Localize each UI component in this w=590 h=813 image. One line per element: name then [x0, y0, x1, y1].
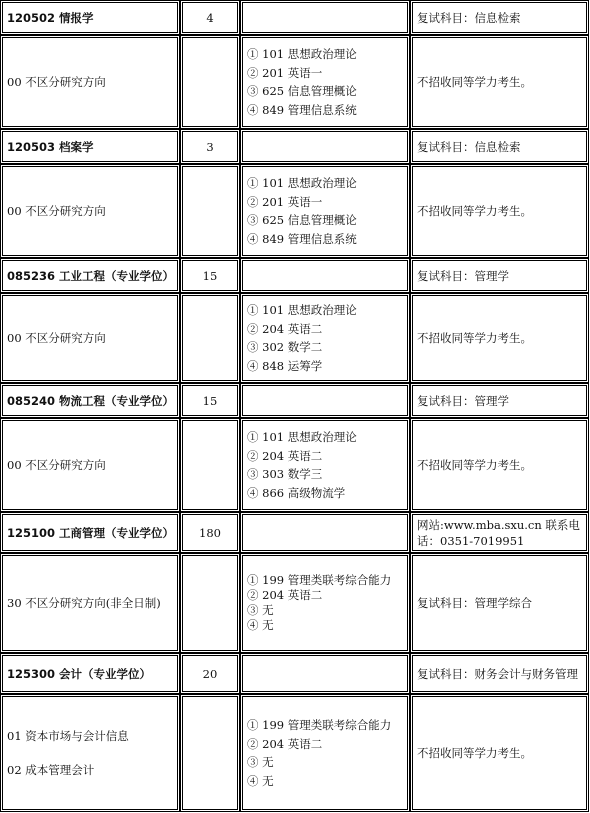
- exam-subjects: [240, 694, 410, 812]
- research-direction: [0, 164, 180, 258]
- exam-subject: ③ 303 数学三: [247, 467, 323, 481]
- enrollment-quota: 180: [180, 512, 240, 553]
- major-note: 复试科目：管理学: [410, 383, 589, 418]
- exam-subject: ③ 无: [247, 603, 274, 617]
- exam-subject: ④ 848 运筹学: [247, 358, 323, 373]
- exam-subject: ① 199 管理类联考综合能力: [247, 718, 392, 732]
- empty-cell: [180, 35, 240, 129]
- direction-remark: 不招收同等学力考生。: [410, 694, 589, 812]
- major-name: 085240 物流工程（专业学位）: [0, 383, 180, 418]
- exam-subject: ③ 625 信息管理概论: [247, 84, 357, 98]
- direction-label: 00 不区分研究方向: [7, 331, 106, 345]
- major-row: [0, 129, 589, 164]
- exam-subject: ② 201 英语一: [247, 194, 323, 209]
- major-row: [0, 383, 589, 418]
- enrollment-quota: 15: [180, 258, 240, 293]
- exam-subject: ① 101 思想政治理论: [247, 47, 357, 61]
- exam-subject: ③ 无: [247, 755, 274, 769]
- direction-label: 00 不区分研究方向: [7, 204, 106, 218]
- major-note: 复试科目：信息检索: [410, 0, 589, 35]
- exam-subjects: [240, 293, 410, 383]
- research-direction: [0, 553, 180, 653]
- exam-subjects: [240, 553, 410, 653]
- direction-remark: 不招收同等学力考生。: [410, 418, 589, 512]
- empty-cell: [180, 694, 240, 812]
- empty-cell: [240, 512, 410, 553]
- exam-subject: ② 204 英语二: [247, 588, 323, 602]
- empty-cell: [180, 293, 240, 383]
- exam-subject: ② 204 英语二: [247, 321, 323, 336]
- exam-subjects: [240, 35, 410, 129]
- direction-label: 30 不区分研究方向(非全日制): [7, 596, 161, 610]
- major-row: [0, 653, 589, 694]
- major-note: 网站:www.mba.sxu.cn 联系电话：0351-7019951: [410, 512, 589, 553]
- direction-row: [0, 35, 589, 129]
- major-note: 复试科目：管理学: [410, 258, 589, 293]
- direction-label: 01 资本市场与会计信息: [7, 729, 129, 743]
- empty-cell: [240, 653, 410, 694]
- research-direction: [0, 694, 180, 812]
- research-direction: [0, 293, 180, 383]
- direction-label: 00 不区分研究方向: [7, 458, 106, 472]
- exam-subject: ③ 625 信息管理概论: [247, 213, 357, 227]
- direction-row: [0, 694, 589, 812]
- direction-row: [0, 164, 589, 258]
- empty-cell: [180, 418, 240, 512]
- enrollment-quota: 15: [180, 383, 240, 418]
- major-name: 125300 会计（专业学位）: [0, 653, 180, 694]
- exam-subject: ② 201 英语一: [247, 65, 323, 80]
- major-name: 125100 工商管理（专业学位）: [0, 512, 180, 553]
- exam-subjects: [240, 164, 410, 258]
- major-name: 120502 情报学: [0, 0, 180, 35]
- research-direction: [0, 35, 180, 129]
- direction-remark: 不招收同等学力考生。: [410, 35, 589, 129]
- direction-remark: 不招收同等学力考生。: [410, 293, 589, 383]
- direction-remark: 复试科目：管理学综合: [410, 553, 589, 653]
- exam-subject: ④ 849 管理信息系统: [247, 102, 357, 117]
- direction-row: [0, 293, 589, 383]
- exam-subject: ④ 无: [247, 773, 274, 788]
- direction-label: 02 成本管理会计: [7, 763, 95, 777]
- direction-row: [0, 553, 589, 653]
- empty-cell: [180, 553, 240, 653]
- empty-cell: [240, 258, 410, 293]
- enrollment-quota: 20: [180, 653, 240, 694]
- exam-subject: ① 101 思想政治理论: [247, 303, 357, 317]
- empty-cell: [240, 0, 410, 35]
- direction-label: 00 不区分研究方向: [7, 75, 106, 89]
- empty-cell: [180, 164, 240, 258]
- exam-subject: ① 101 思想政治理论: [247, 176, 357, 190]
- exam-subject: ① 101 思想政治理论: [247, 430, 357, 444]
- exam-subjects: [240, 418, 410, 512]
- exam-subject: ④ 849 管理信息系统: [247, 231, 357, 246]
- spacer: [7, 744, 173, 762]
- enrollment-quota: 4: [180, 0, 240, 35]
- exam-subject: ④ 866 高级物流学: [247, 485, 346, 500]
- enrollment-quota: 3: [180, 129, 240, 164]
- major-name: 120503 档案学: [0, 129, 180, 164]
- major-note: 复试科目：信息检索: [410, 129, 589, 164]
- exam-subject: ④ 无: [247, 618, 274, 632]
- major-row: [0, 258, 589, 293]
- major-name: 085236 工业工程（专业学位）: [0, 258, 180, 293]
- empty-cell: [240, 383, 410, 418]
- empty-cell: [240, 129, 410, 164]
- exam-subject: ③ 302 数学二: [247, 340, 323, 354]
- direction-remark: 不招收同等学力考生。: [410, 164, 589, 258]
- major-row: [0, 0, 589, 35]
- major-row: [0, 512, 589, 553]
- exam-subject: ① 199 管理类联考综合能力: [247, 573, 392, 587]
- major-note: 复试科目：财务会计与财务管理: [410, 653, 589, 694]
- exam-subject: ② 204 英语二: [247, 448, 323, 463]
- direction-row: [0, 418, 589, 512]
- research-direction: [0, 418, 180, 512]
- exam-subject: ② 204 英语二: [247, 736, 323, 751]
